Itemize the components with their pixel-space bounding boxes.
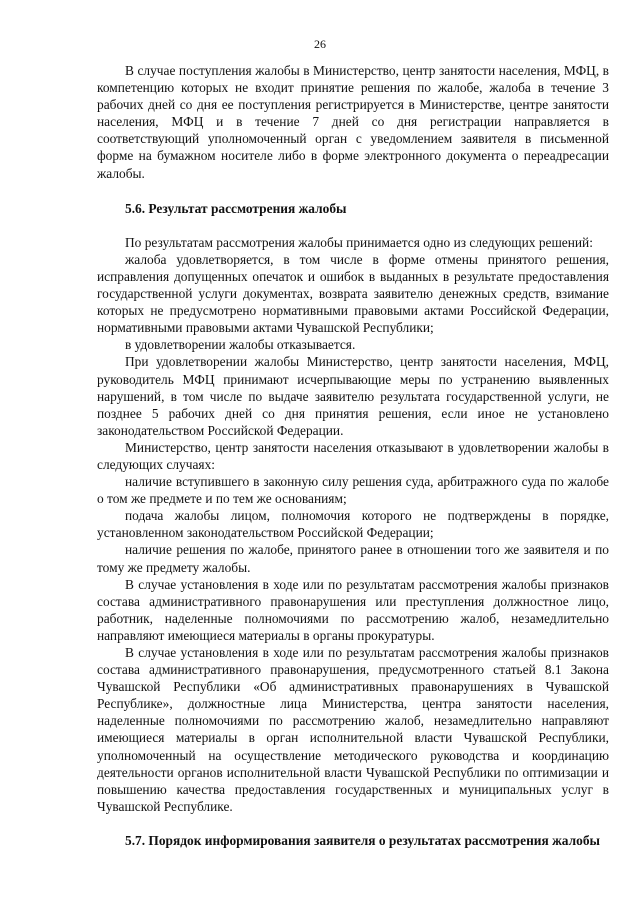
paragraph-regional-authority-referral: В случае установления в ходе или по результатам рассмотрения жалобы признаков состава административного правонарушения, предусмотренного статьей 8.1 Закона Чувашской Республики «Об административных правонарушениях в Чувашской Республике», должностные лица Министерства, центра занятости населения, наделенные полномочиями по рассмотрению жалоб, незамедлительно направляют имеющиеся материалы в орган исполнительной власти Чувашской Республики, уполномоченный на осуществление методического руководства и координацию деятельности органов исполнительной власти Чувашской Республики по оптимизации и повышению качества предоставления государственных и муниципальных услуг в Чувашской Республике. [97, 645, 609, 814]
paragraph-prior-decision: наличие решения по жалобе, принятого ранее в отношении того же заявителя и по тому же предмету жалобы. [97, 542, 609, 575]
section-heading-5-6: 5.6. Результат рассмотрения жалобы [125, 200, 347, 216]
page-number: 26 [314, 37, 326, 51]
paragraph-unconfirmed-authority: подача жалобы лицом, полномочия которого не подтверждены в порядке, установленном законодательством Российской Федерации; [97, 508, 609, 541]
paragraph-complaint-satisfied: жалоба удовлетворяется, в том числе в форме отмены принятого решения, исправления допущенных опечаток и ошибок в выданных в результате предоставления государственной услуги документах, возврата заявителю денежных средств, взимание которых не предусмотрено нормативными правовыми актами Российской Федерации, нормативными правовыми актами Чувашской Республики; [97, 251, 609, 336]
paragraph-complaint-rejected: в удовлетворении жалобы отказывается. [125, 337, 356, 353]
paragraph-remedy-measures: При удовлетворении жалобы Министерство, центр занятости населения, МФЦ, руководитель МФЦ принимают исчерпывающие меры по устранению выявленных нарушений, в том числе по выдаче заявителю результата государственной услуги, не позднее 5 рабочих дней со дня принятия решения, если иное не установлено законодательством Российской Федерации. [97, 354, 609, 438]
paragraph-complaint-forwarding: В случае поступления жалобы в Министерство, центр занятости населения, МФЦ, в компетенцию которых не входит принятие решения по жалобе, жалоба в течение 3 рабочих дней со дня ее поступления регистрируется в Министерстве, центре занятости населения, МФЦ и в течение 7 дней со дня регистрации направляется в соответствующий уполномоченный орган с уведомлением заявителя в письменной форме на бумажном носителе либо в форме электронного документа о переадресации жалобы. [97, 63, 609, 181]
paragraph-court-decision: наличие вступившего в законную силу решения суда, арбитражного суда по жалобе о том же предмете и по тем же основаниям; [97, 474, 609, 507]
paragraph-prosecutor-referral: В случае установления в ходе или по результатам рассмотрения жалобы признаков состава административного правонарушения или преступления должностное лицо, работник, наделенные полномочиями по рассмотрению жалоб, незамедлительно направляют имеющиеся материалы в органы прокуратуры. [97, 576, 609, 643]
paragraph-refusal-cases: Министерство, центр занятости населения отказывают в удовлетворении жалобы в следующих случаях: [97, 439, 609, 472]
document-body [97, 62, 609, 849]
section-heading-5-7: 5.7. Порядок информирования заявителя о результатах рассмотрения жалобы [125, 832, 600, 848]
paragraph-decision-options: По результатам рассмотрения жалобы принимается одно из следующих решений: [125, 234, 593, 250]
